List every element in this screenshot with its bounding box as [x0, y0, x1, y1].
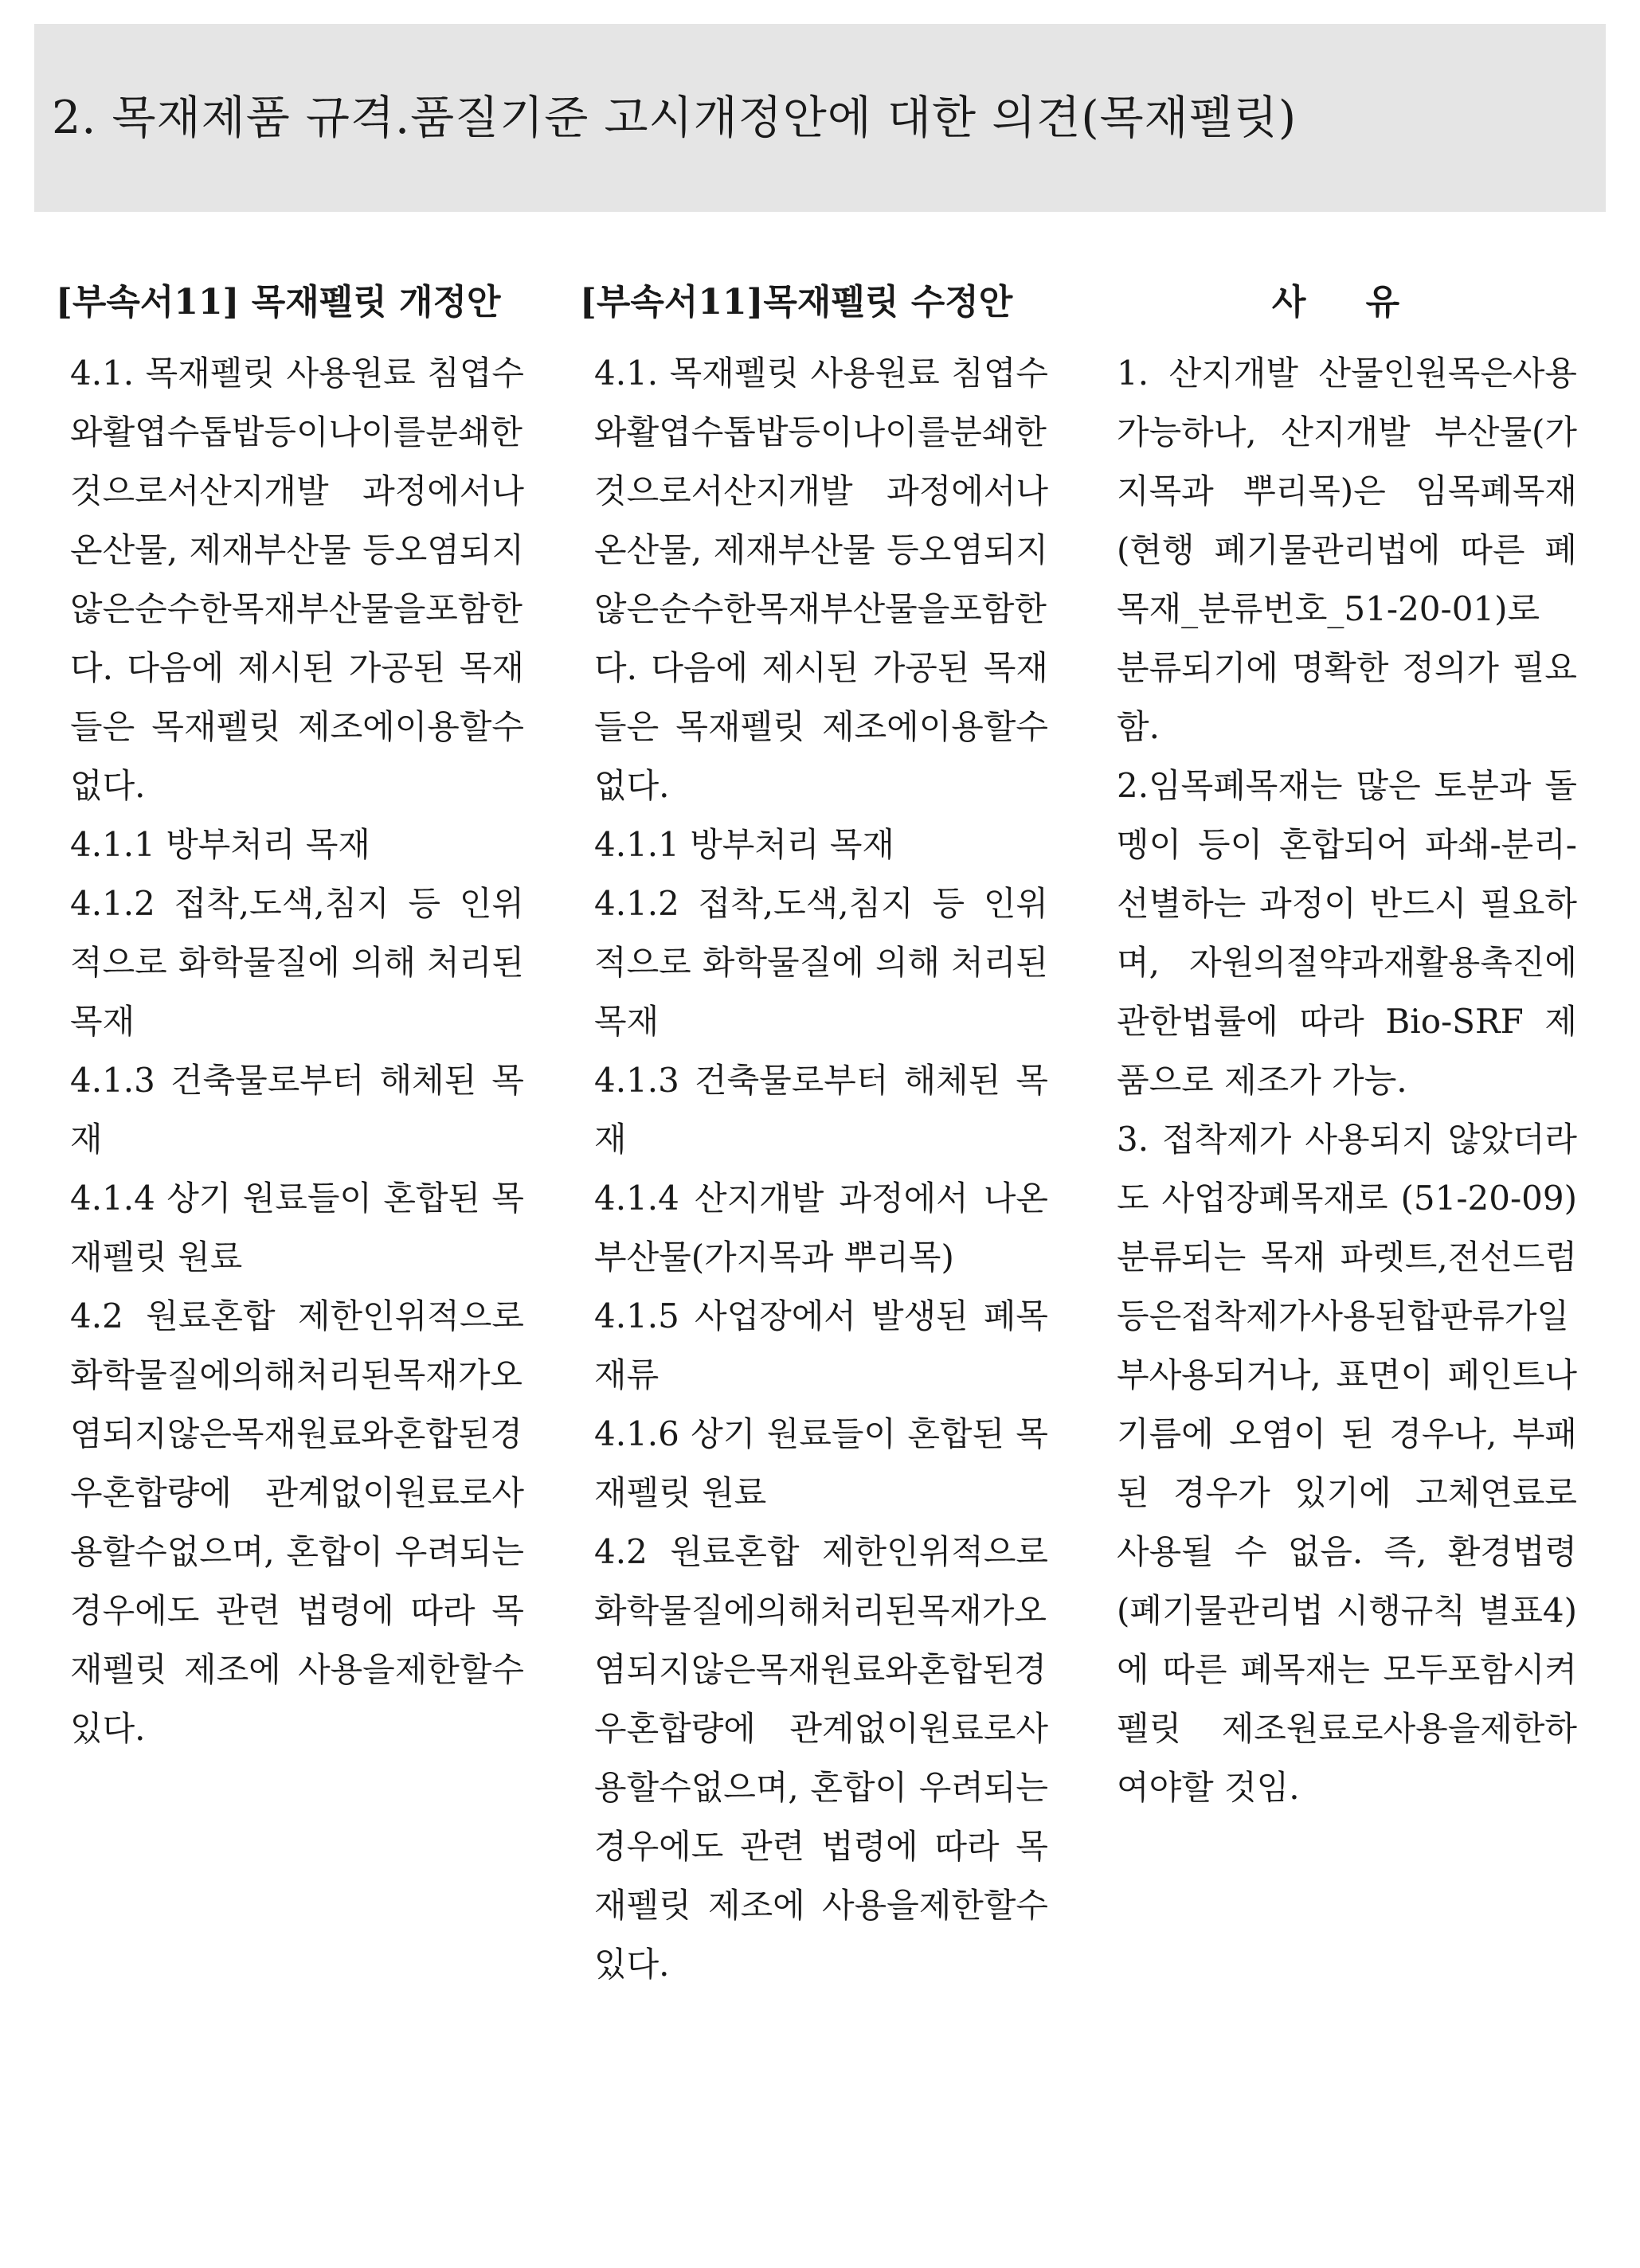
amendment-paragraph: 4.1.1 방부처리 목재 [70, 825, 370, 864]
revision-paragraph: 4.1.3 건축물로부터 해체된 목재 [594, 1061, 1048, 1159]
column-header-amendment: [부속서11] 목재펠릿 개정안 [56, 282, 501, 323]
column-header-revision: [부속서11]목재펠릿 수정안 [580, 282, 1013, 323]
revision-column [594, 344, 1048, 1994]
column-header-reason: 사 유 [1271, 282, 1424, 323]
reason-column [1117, 344, 1577, 1817]
title-banner [34, 24, 1606, 212]
revision-paragraph: 4.1. 목재펠릿 사용원료 침엽수와활엽수톱밥등이나이를분쇄한것으로서산지개발 과정에서나온산물, 제재부산물 등오염되지않은순수한목재부산물을포함한다. 다음에 제시된 가공된 목재들은 목재펠릿 제조에이용할수없다. [594, 354, 1048, 805]
revision-paragraph: 4.1.4 산지개발 과정에서 나온부산물(가지목과 뿌리목) [594, 1179, 1048, 1277]
amendment-paragraph: 4.1.2 접착,도색,침지 등 인위적으로 화학물질에 의해 처리된 목재 [70, 884, 524, 1041]
revision-paragraph: 4.1.1 방부처리 목재 [594, 825, 894, 864]
reason-paragraph: 1. 산지개발 산물인원목은사용가능하나, 산지개발 부산물(가지목과 뿌리목)은 임목폐목재(현행 폐기물관리법에 따른 폐목재_분류번호_51-20-01)로 분류되기에 명확한 정의가 필요 함. [1117, 354, 1577, 746]
revision-paragraph: 4.2 원료혼합 제한인위적으로화학물질에의해처리된목재가오염되지않은목재원료와혼합된경우혼합량에 관계없이원료로사용할수없으며, 혼합이 우려되는 경우에도 관련 법령에 따라 목재펠릿 제조에 사용을제한할수있다. [594, 1532, 1048, 1984]
revision-paragraph: 4.1.6 상기 원료들이 혼합된 목재펠릿 원료 [594, 1414, 1048, 1512]
amendment-paragraph: 4.1.4 상기 원료들이 혼합된 목재펠릿 원료 [70, 1179, 524, 1277]
amendment-column [70, 344, 524, 1758]
reason-paragraph: 3. 접착제가 사용되지 않았더라도 사업장폐목재로 (51-20-09) 분류되는 목재 파렛트,전선드럼 등은접착제가사용된합판류가일부사용되거나, 표면이 페인트나 기름에 오염이 된 경우나, 부패된 경우가 있기에 고체연료로 사용될 수 없음. 즉, 환경법령 (폐기물관리법 시행규칙 별표4)에 따른 폐목재는 모두포함시켜펠릿 제조원료로사용을제한하여야할 것임. [1117, 1120, 1577, 1807]
revision-paragraph: 4.1.5 사업장에서 발생된 폐목재류 [594, 1296, 1048, 1394]
amendment-paragraph: 4.1.3 건축물로부터 해체된 목재 [70, 1061, 524, 1159]
amendment-paragraph: 4.2 원료혼합 제한인위적으로화학물질에의해처리된목재가오염되지않은목재원료와혼합된경우혼합량에 관계없이원료로사용할수없으며, 혼합이 우려되는 경우에도 관련 법령에 따라 목재펠릿 제조에 사용을제한할수있다. [70, 1296, 524, 1748]
revision-paragraph: 4.1.2 접착,도색,침지 등 인위적으로 화학물질에 의해 처리된 목재 [594, 884, 1048, 1041]
reason-paragraph: 2.임목폐목재는 많은 토분과 돌멩이 등이 혼합되어 파쇄-분리-선별하는 과정이 반드시 필요하며, 자원의절약과재활용촉진에관한법률에 따라 Bio-SRF 제품으로 제조가 가능. [1117, 766, 1577, 1100]
page-title: 2. 목재제품 규격.품질기준 고시개정안에 대한 의견(목재펠릿) [52, 91, 1298, 144]
amendment-paragraph: 4.1. 목재펠릿 사용원료 침엽수와활엽수톱밥등이나이를분쇄한것으로서산지개발 과정에서나온산물, 제재부산물 등오염되지않은순수한목재부산물을포함한다. 다음에 제시된 가공된 목재들은 목재펠릿 제조에이용할수없다. [70, 354, 524, 805]
